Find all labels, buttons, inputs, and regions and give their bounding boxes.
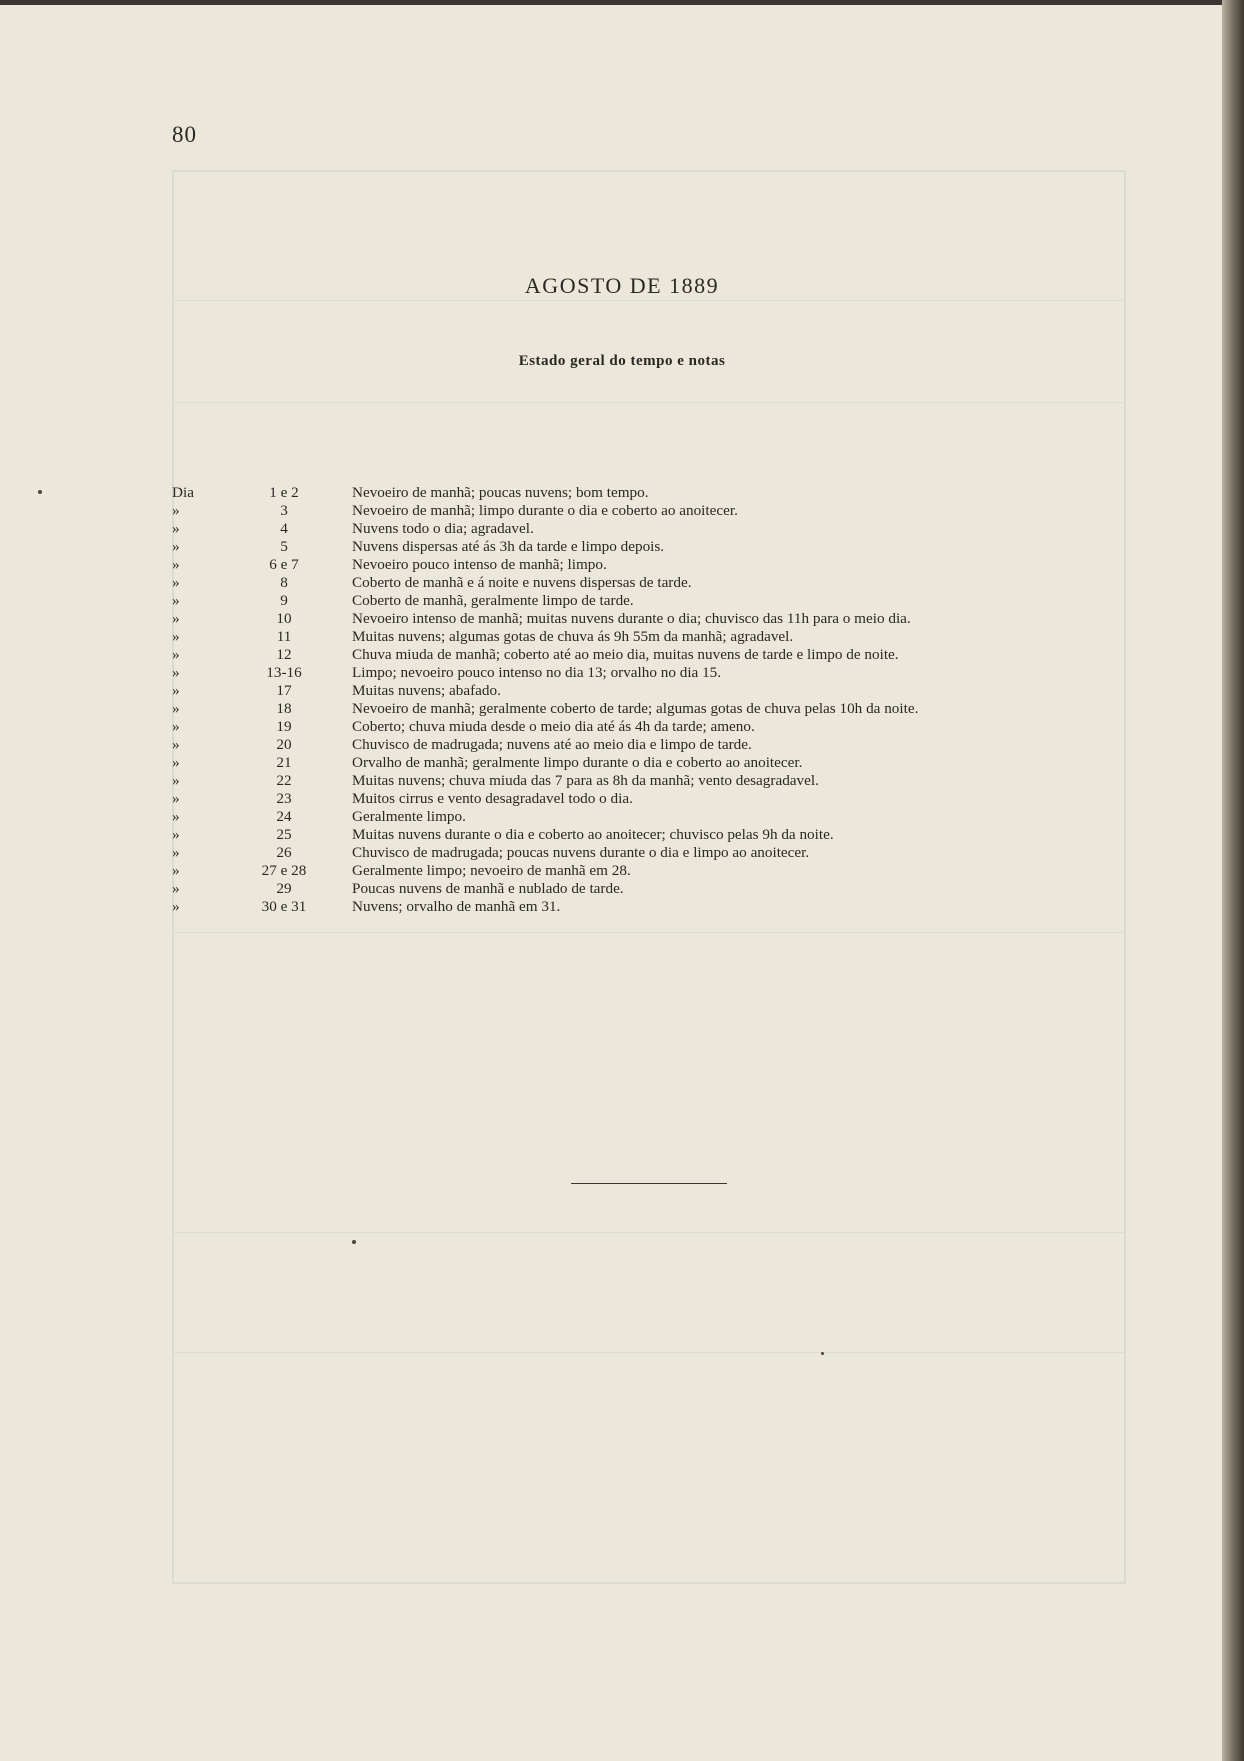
entry-day: 27 e 28 [261, 862, 307, 879]
entry-note: Nevoeiro pouco intenso de manhã; limpo. [352, 556, 607, 573]
entry-day-label: » [172, 682, 180, 699]
entry-day: 21 [276, 754, 292, 771]
entry-note: Muitas nuvens durante o dia e coberto ao anoitecer; chuvisco pelas 9h da noite. [352, 826, 834, 843]
weather-entry-row [172, 880, 1072, 898]
entry-note: Geralmente limpo; nevoeiro de manhã em 28. [352, 862, 631, 879]
entry-day: 24 [276, 808, 292, 825]
entry-note: Poucas nuvens de manhã e nublado de tarde. [352, 880, 624, 897]
entry-day-label: » [172, 790, 180, 807]
entry-day-label: » [172, 736, 180, 753]
entry-day-label: » [172, 556, 180, 573]
entry-day: 3 [280, 502, 288, 519]
entry-day: 12 [276, 646, 292, 663]
entry-day-label: » [172, 700, 180, 717]
entry-note: Coberto de manhã, geralmente limpo de tarde. [352, 592, 634, 609]
entry-note: Muitas nuvens; abafado. [352, 682, 501, 699]
entry-note: Nevoeiro intenso de manhã; muitas nuvens durante o dia; chuvisco das 11h para o meio dia. [352, 610, 911, 627]
entry-day: 1 e 2 [269, 484, 299, 501]
entry-note: Muitos cirrus e vento desagradavel todo o dia. [352, 790, 633, 807]
weather-entry-row [172, 826, 1072, 844]
entry-day-label: » [172, 610, 180, 627]
entry-note: Nuvens; orvalho de manhã em 31. [352, 898, 561, 915]
entry-note: Nuvens dispersas até ás 3h da tarde e limpo depois. [352, 538, 665, 555]
entry-day: 13-16 [266, 664, 302, 681]
weather-entry-row [172, 556, 1072, 574]
entry-note: Nuvens todo o dia; agradavel. [352, 520, 534, 537]
entry-day-label: » [172, 502, 180, 519]
entry-day: 4 [280, 520, 288, 537]
entry-day-label: » [172, 574, 180, 591]
entry-day: 18 [276, 700, 292, 717]
weather-entry-row [172, 700, 1072, 718]
weather-entry-row [172, 718, 1072, 736]
entry-day-label: » [172, 664, 180, 681]
entry-day: 26 [276, 844, 292, 861]
entry-day-label: » [172, 718, 180, 735]
entry-day-label: » [172, 628, 180, 645]
weather-entry-row [172, 538, 1072, 556]
page-top-edge [0, 0, 1244, 5]
entry-day-label: » [172, 898, 180, 915]
entry-note: Chuva miuda de manhã; coberto até ao meio dia, muitas nuvens de tarde e limpo de noite. [352, 646, 899, 663]
entry-day-label: » [172, 754, 180, 771]
entry-day: 25 [276, 826, 292, 843]
entry-day: 5 [280, 538, 288, 555]
entry-day-label: » [172, 592, 180, 609]
weather-entry-row [172, 610, 1072, 628]
entry-day: 6 e 7 [269, 556, 299, 573]
entry-day: 20 [276, 736, 292, 753]
entry-note: Chuvisco de madrugada; nuvens até ao meio dia e limpo de tarde. [352, 736, 752, 753]
paper-speck [821, 1352, 824, 1355]
weather-entry-row [172, 808, 1072, 826]
weather-entry-row [172, 898, 1072, 916]
section-divider [571, 1183, 727, 1184]
entry-note: Nevoeiro de manhã; poucas nuvens; bom tempo. [352, 484, 649, 501]
weather-entry-row [172, 772, 1072, 790]
entry-day: 11 [276, 628, 292, 645]
entry-note: Nevoeiro de manhã; geralmente coberto de tarde; algumas gotas de chuva pelas 10h da noite. [352, 700, 919, 717]
entry-note: Chuvisco de madrugada; poucas nuvens durante o dia e limpo ao anoitecer. [352, 844, 810, 861]
entry-day-label: » [172, 826, 180, 843]
weather-entry-row [172, 862, 1072, 880]
entry-note: Muitas nuvens; algumas gotas de chuva ás 9h 55m da manhã; agradavel. [352, 628, 794, 645]
entry-day: 17 [276, 682, 292, 699]
page-number: 80 [172, 122, 197, 147]
entry-day-label: » [172, 880, 180, 897]
entry-note: Coberto de manhã e á noite e nuvens dispersas de tarde. [352, 574, 692, 591]
entry-day-label: » [172, 808, 180, 825]
entry-day: 19 [276, 718, 292, 735]
entry-day-label: Dia [172, 484, 194, 501]
entry-day: 9 [280, 592, 288, 609]
entry-day: 29 [276, 880, 292, 897]
weather-entry-row [172, 520, 1072, 538]
weather-entry-row [172, 484, 1072, 502]
entry-day: 10 [276, 610, 292, 627]
weather-entry-row [172, 574, 1072, 592]
weather-entry-row [172, 664, 1072, 682]
entry-note: Limpo; nevoeiro pouco intenso no dia 13; orvalho no dia 15. [352, 664, 722, 681]
entry-day: 8 [280, 574, 288, 591]
entry-day-label: » [172, 862, 180, 879]
entry-day-label: » [172, 520, 180, 537]
entry-day: 23 [276, 790, 292, 807]
page-title: AGOSTO DE 1889 [524, 273, 720, 298]
entry-day-label: » [172, 538, 180, 555]
weather-entry-row [172, 790, 1072, 808]
weather-entry-row [172, 646, 1072, 664]
weather-entry-row [172, 682, 1072, 700]
entry-day: 30 e 31 [261, 898, 307, 915]
entry-note: Coberto; chuva miuda desde o meio dia até ás 4h da tarde; ameno. [352, 718, 755, 735]
paper-speck [352, 1240, 356, 1244]
entry-note: Nevoeiro de manhã; limpo durante o dia e coberto ao anoitecer. [352, 502, 738, 519]
weather-entry-row [172, 844, 1072, 862]
weather-entry-row [172, 628, 1072, 646]
entry-day-label: » [172, 844, 180, 861]
entry-day-label: » [172, 772, 180, 789]
entry-note: Orvalho de manhã; geralmente limpo durante o dia e coberto ao anoitecer. [352, 754, 803, 771]
weather-entry-row [172, 736, 1072, 754]
section-subtitle: Estado geral do tempo e notas [518, 353, 726, 369]
weather-entry-row [172, 754, 1072, 772]
entry-note: Muitas nuvens; chuva miuda das 7 para as 8h da manhã; vento desagradavel. [352, 772, 819, 789]
paper-speck [38, 490, 42, 494]
entry-day: 22 [276, 772, 292, 789]
page-binding-edge [1222, 0, 1244, 1761]
weather-notes-list [172, 484, 1072, 916]
entry-note: Geralmente limpo. [352, 808, 466, 825]
weather-entry-row [172, 502, 1072, 520]
entry-day-label: » [172, 646, 180, 663]
weather-entry-row [172, 592, 1072, 610]
